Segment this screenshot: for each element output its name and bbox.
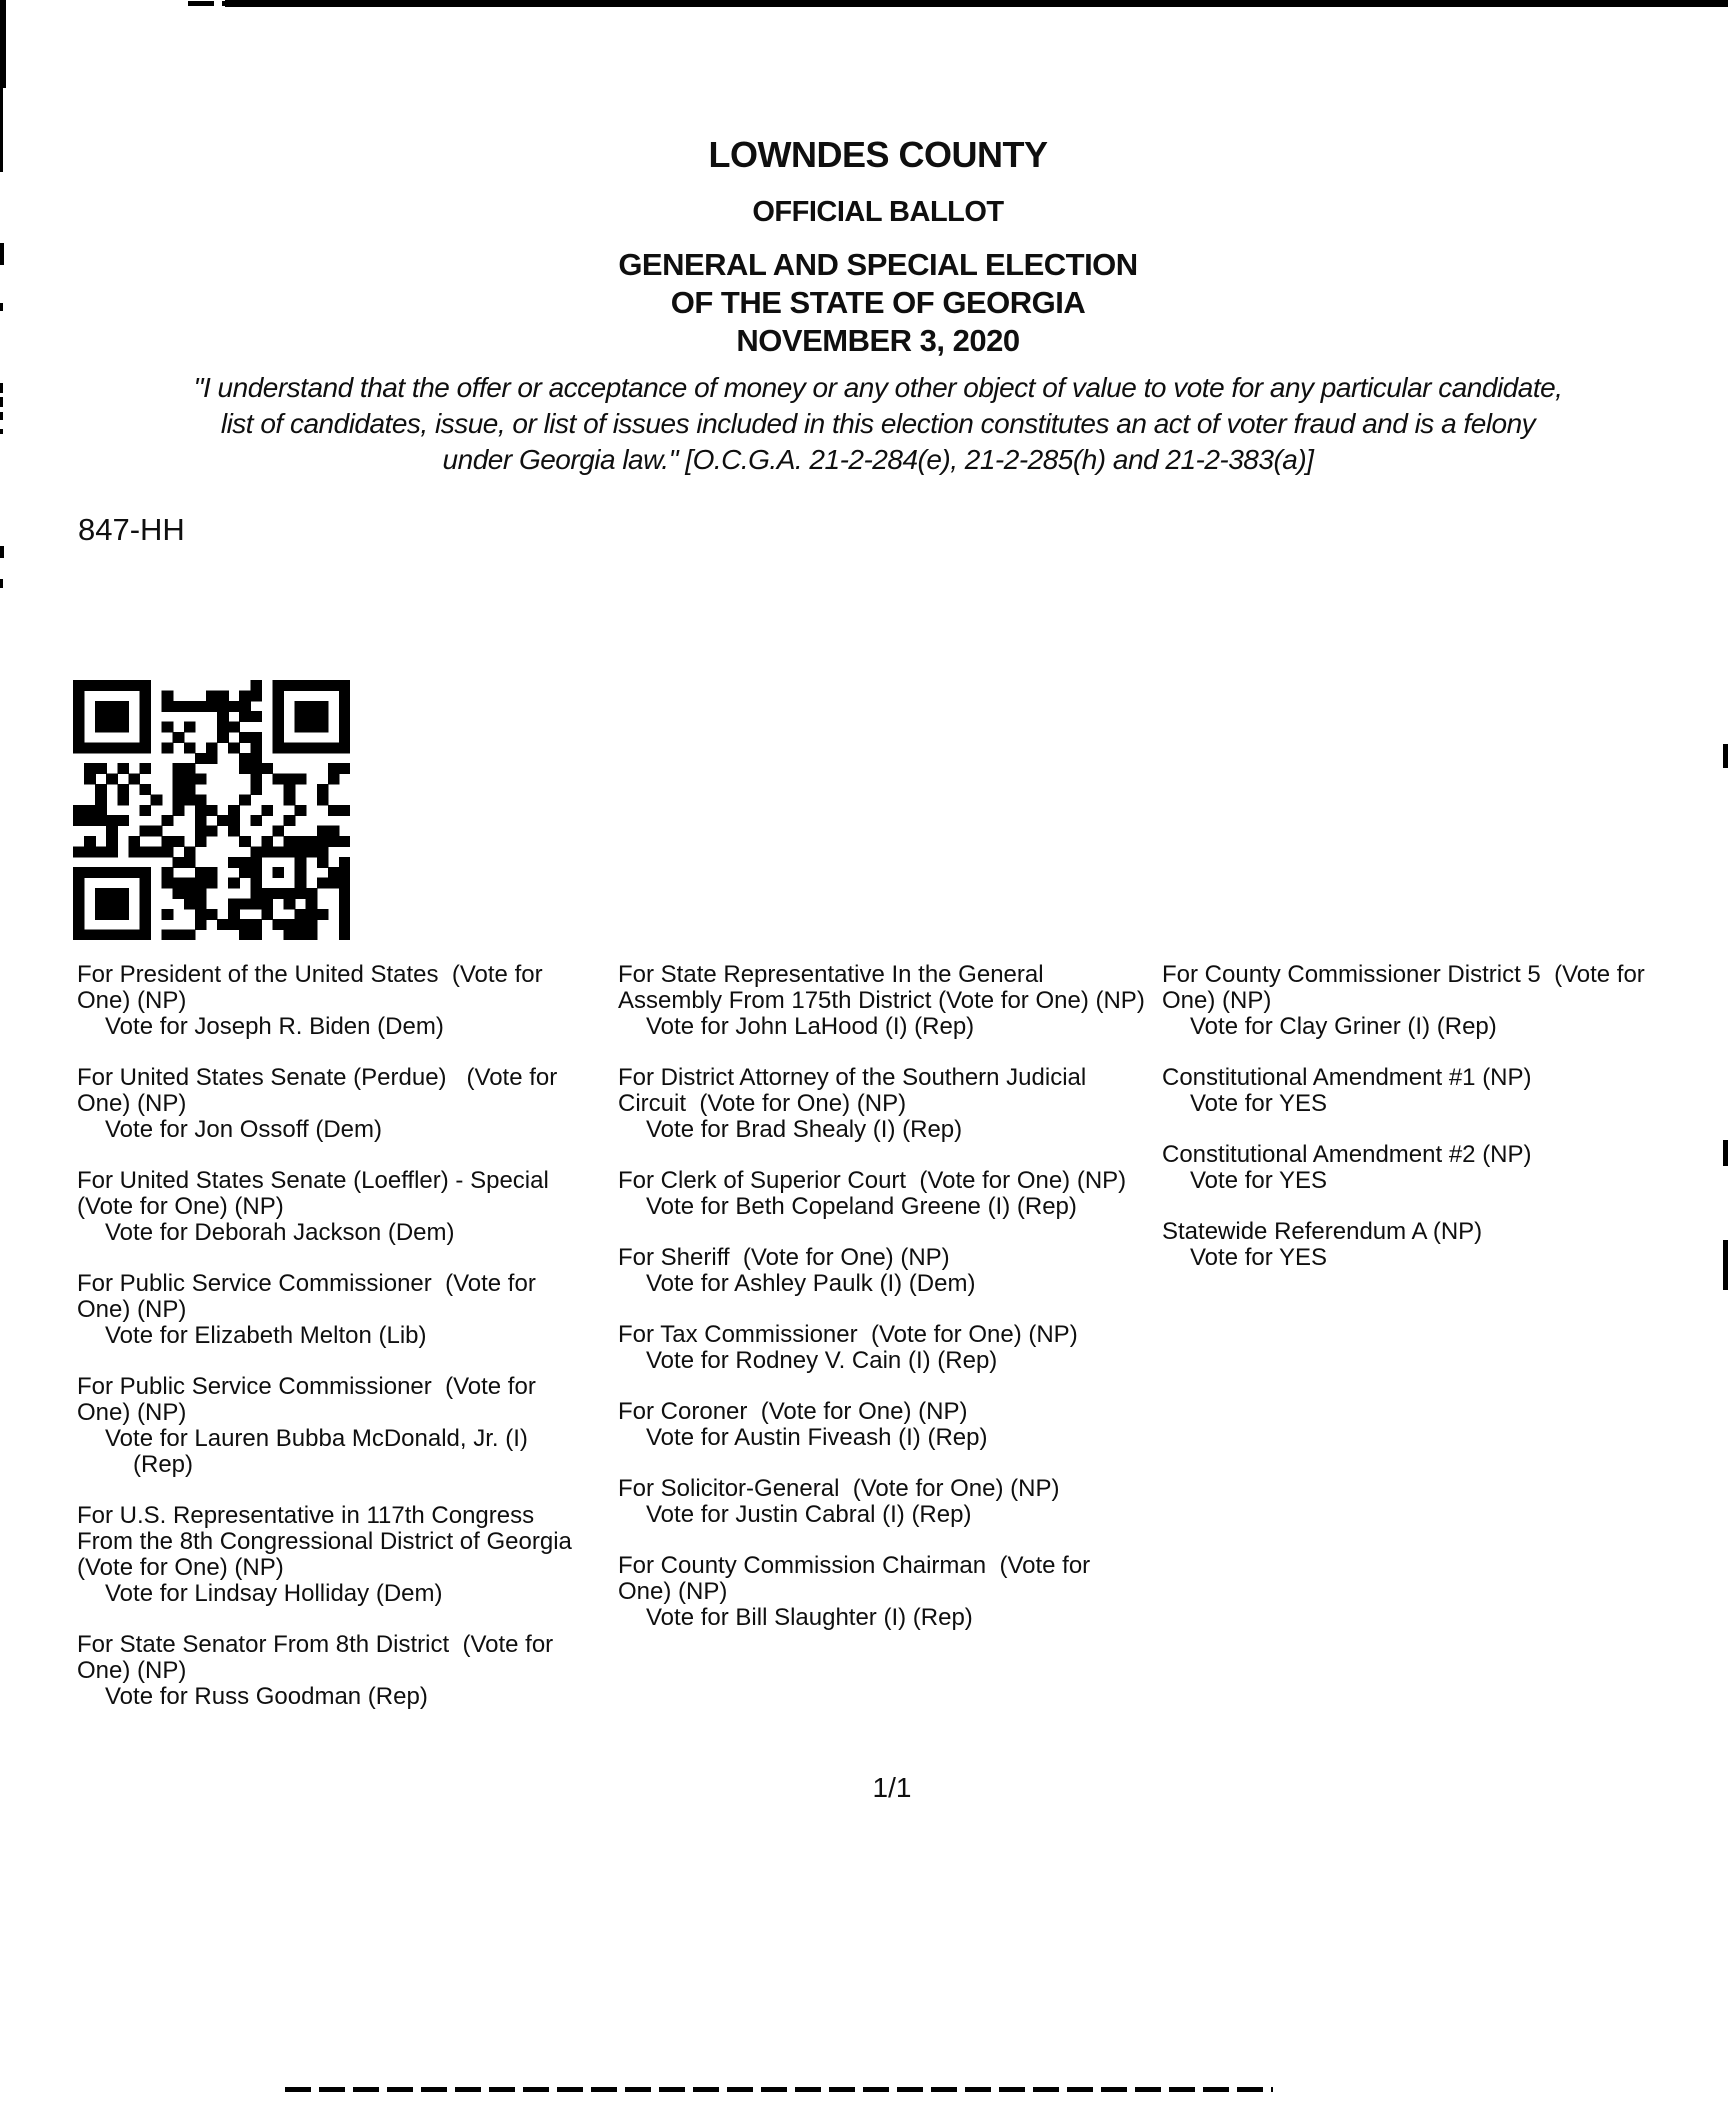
contest-selection: Vote for Justin Cabral (I) (Rep) (646, 1501, 972, 1528)
contest-selection: Vote for Lindsay Holliday (Dem) (105, 1580, 443, 1607)
fraud-disclaimer-line: "I understand that the offer or acceptance of money or any other object of value to vote for any particular candidate, (193, 372, 1563, 403)
contest-selection: Vote for YES (1190, 1244, 1327, 1271)
contest (77, 1503, 593, 1607)
contest-selection: Vote for Deborah Jackson (Dem) (105, 1219, 455, 1246)
scan-artifact-right-dash (1723, 1240, 1728, 1290)
contest-title: For Coroner (Vote for One) (NP) (618, 1398, 968, 1425)
contest-selection: Vote for Joseph R. Biden (Dem) (105, 1013, 444, 1040)
scan-artifact-left-dot (0, 429, 3, 434)
contest-selection: Vote for Jon Ossoff (Dem) (105, 1116, 382, 1143)
contest-title: For Public Service Commissioner (Vote for One) (NP) (77, 1270, 543, 1323)
scan-artifact-left-tick (0, 579, 3, 588)
contest-selection: Vote for Clay Griner (I) (Rep) (1190, 1013, 1497, 1040)
county-title: LOWNDES COUNTY (708, 134, 1048, 175)
scan-artifact-top-line (225, 0, 1728, 7)
scan-artifact-left-bar-thin (0, 88, 3, 172)
contest-title: For Clerk of Superior Court (Vote for One) (NP) (618, 1167, 1127, 1194)
contest-selection: Vote for Ashley Paulk (I) (Dem) (646, 1270, 976, 1297)
contest (77, 1374, 593, 1478)
contest (1162, 962, 1702, 1040)
contest (618, 962, 1146, 1040)
scan-artifact-left-tick (0, 397, 3, 407)
contest-title: For U.S. Representative in 117th Congress From the 8th Congressional District of Georgia (Vote for One) (NP) (77, 1502, 579, 1581)
contest-title: For State Senator From 8th District (Vote for One) (NP) (77, 1631, 560, 1684)
contest-title: Constitutional Amendment #1 (NP) (1162, 1064, 1532, 1091)
contest (618, 1553, 1146, 1631)
contest-title: For Tax Commissioner (Vote for One) (NP) (618, 1321, 1078, 1348)
contest-title: Constitutional Amendment #2 (NP) (1162, 1141, 1532, 1168)
scan-artifact-left-dot (0, 303, 3, 311)
contest-title: For County Commission Chairman (Vote for One) (NP) (618, 1552, 1097, 1605)
fraud-disclaimer-line: under Georgia law." [O.C.G.A. 21-2-284(e), 21-2-285(h) and 21-2-383(a)] (442, 444, 1314, 475)
contest (77, 1065, 593, 1143)
contest-title: For District Attorney of the Southern Judicial Circuit (Vote for One) (NP) (618, 1064, 1093, 1117)
contest-title: For Solicitor-General (Vote for One) (NP) (618, 1475, 1060, 1502)
contest-title: For United States Senate (Loeffler) - Special (Vote for One) (NP) (77, 1167, 563, 1220)
contest-selection: Vote for Austin Fiveash (I) (Rep) (646, 1424, 988, 1451)
election-title-line: GENERAL AND SPECIAL ELECTION (618, 247, 1138, 282)
ballot-column-3 (1162, 962, 1702, 1296)
contest-selection: Vote for John LaHood (I) (Rep) (646, 1013, 975, 1040)
contest (77, 1271, 593, 1349)
scan-artifact-left-tick (0, 546, 4, 558)
contest (618, 1245, 1146, 1297)
contest-selection: Vote for Lauren Bubba McDonald, Jr. (I) (Rep) (105, 1425, 535, 1478)
contest-selection: Vote for Rodney V. Cain (I) (Rep) (646, 1347, 998, 1374)
contest (618, 1168, 1146, 1220)
contest-title: For County Commissioner District 5 (Vote for One) (NP) (1162, 961, 1652, 1014)
scan-artifact-right-dash (1723, 744, 1728, 768)
contest-selection: Vote for Elizabeth Melton (Lib) (105, 1322, 427, 1349)
scan-artifact-bottom-line (285, 2087, 1273, 2092)
ballot-column-1 (77, 962, 593, 1735)
contest-title: For State Representative In the General Assembly From 175th District (Vote for One) (NP) (618, 961, 1145, 1014)
contest (618, 1476, 1146, 1528)
contest-selection: Vote for YES (1190, 1090, 1327, 1117)
scan-artifact-left-tick (0, 412, 3, 420)
scan-artifact-top-line-dashes (188, 1, 228, 6)
contest-selection: Vote for YES (1190, 1167, 1327, 1194)
contest (618, 1065, 1146, 1143)
election-title-line: OF THE STATE OF GEORGIA (670, 285, 1086, 320)
scan-artifact-left-bar (0, 0, 6, 88)
contest-title: For President of the United States (Vote for One) (NP) (77, 961, 550, 1014)
contest-title: For Sheriff (Vote for One) (NP) (618, 1244, 950, 1271)
contest (618, 1322, 1146, 1374)
ballot-title: OFFICIAL BALLOT (752, 196, 1004, 228)
contest (1162, 1219, 1702, 1271)
qr-code (73, 680, 350, 940)
fraud-disclaimer-line: list of candidates, issue, or list of issues included in this election constitutes an act of voter fraud and is a felony (220, 408, 1536, 439)
contest (77, 962, 593, 1040)
scan-artifact-left-tick (0, 383, 3, 393)
election-title-line: NOVEMBER 3, 2020 (736, 323, 1020, 358)
scan-artifact-right-dash (1723, 1140, 1728, 1166)
contest (77, 1168, 593, 1246)
ballot-column-2 (618, 962, 1146, 1656)
contest (1162, 1142, 1702, 1194)
contest-title: For United States Senate (Perdue) (Vote for One) (NP) (77, 1064, 564, 1117)
contest-title: For Public Service Commissioner (Vote for One) (NP) (77, 1373, 543, 1426)
contest-selection: Vote for Bill Slaughter (I) (Rep) (646, 1604, 973, 1631)
contest-selection: Vote for Beth Copeland Greene (I) (Rep) (646, 1193, 1077, 1220)
election-title (28, 246, 1728, 360)
ballot-style-code: 847-HH (78, 512, 185, 547)
fraud-disclaimer (28, 370, 1728, 478)
contest-selection: Vote for Brad Shealy (I) (Rep) (646, 1116, 963, 1143)
contest (1162, 1065, 1702, 1117)
contest (77, 1632, 593, 1710)
contest-selection: Vote for Russ Goodman (Rep) (105, 1683, 428, 1710)
scan-artifact-left-dash (0, 243, 4, 265)
contest (618, 1399, 1146, 1451)
contest-title: Statewide Referendum A (NP) (1162, 1218, 1483, 1245)
page-number: 1/1 (872, 1772, 912, 1803)
